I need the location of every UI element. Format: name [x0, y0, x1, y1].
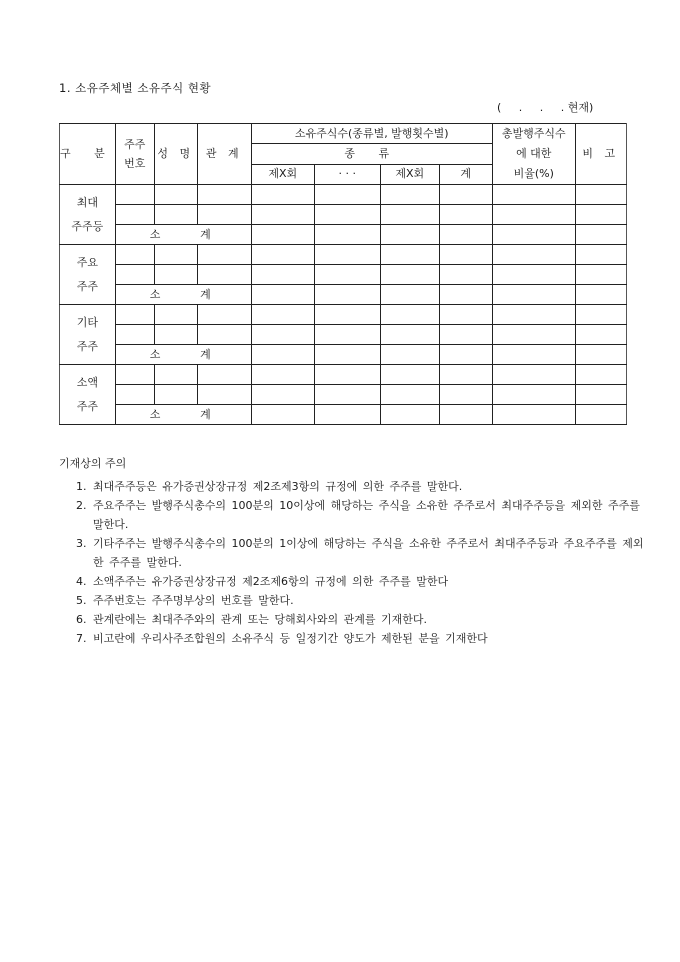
issue-total-cell[interactable] — [439, 245, 492, 265]
issue-ellipsis-cell[interactable] — [314, 265, 380, 285]
ratio-cell[interactable] — [492, 305, 575, 325]
ratio-cell[interactable] — [492, 205, 575, 225]
notes-heading: 기재상의 주의 — [59, 457, 127, 470]
subtotal-row — [60, 405, 627, 425]
issue-ellipsis-cell[interactable] — [314, 385, 380, 405]
notes-section — [59, 455, 648, 648]
subtotal-row — [60, 225, 627, 245]
issue-last-cell[interactable] — [380, 245, 439, 265]
relation-cell[interactable] — [197, 185, 251, 205]
section-title: 1. 소유주체별 소유주식 현황 — [59, 81, 212, 95]
header-relation: 관 계 — [197, 124, 251, 185]
shareholding-table — [59, 123, 627, 425]
issue-first-cell[interactable] — [251, 285, 314, 305]
issue-ellipsis-cell[interactable] — [314, 365, 380, 385]
header-issue-first: 제X회 — [251, 164, 314, 184]
issue-last-cell[interactable] — [380, 345, 439, 365]
shareholder-no-cell[interactable] — [115, 305, 154, 325]
relation-cell[interactable] — [197, 385, 251, 405]
issue-last-cell[interactable] — [380, 285, 439, 305]
name-cell[interactable] — [154, 265, 197, 285]
remarks-cell[interactable] — [575, 305, 626, 325]
note-item — [76, 591, 648, 610]
issue-total-cell[interactable] — [439, 385, 492, 405]
ratio-cell[interactable] — [492, 225, 575, 245]
note-item — [76, 572, 648, 591]
issue-last-cell[interactable] — [380, 225, 439, 245]
table-row — [60, 205, 627, 225]
relation-cell[interactable] — [197, 325, 251, 345]
remarks-cell[interactable] — [575, 385, 626, 405]
shareholder-no-cell[interactable] — [115, 245, 154, 265]
note-number: 5. — [76, 594, 87, 607]
issue-ellipsis-cell[interactable] — [314, 325, 380, 345]
remarks-cell[interactable] — [575, 265, 626, 285]
issue-total-cell[interactable] — [439, 405, 492, 425]
issue-total-cell[interactable] — [439, 365, 492, 385]
header-issue-total: 계 — [439, 164, 492, 184]
issue-ellipsis-cell[interactable] — [314, 185, 380, 205]
shareholder-no-cell[interactable] — [115, 365, 154, 385]
relation-cell[interactable] — [197, 265, 251, 285]
note-item — [76, 534, 648, 572]
issue-total-cell[interactable] — [439, 265, 492, 285]
note-number: 3. — [76, 537, 87, 550]
header-remarks: 비 고 — [575, 124, 626, 185]
issue-total-cell[interactable] — [439, 225, 492, 245]
note-text: 비고란에 우리사주조합원의 소유주식 등 일정기간 양도가 제한된 분을 기재한다 — [93, 632, 488, 645]
group-label: 주요 주주 — [60, 245, 116, 305]
issue-total-cell[interactable] — [439, 285, 492, 305]
name-cell[interactable] — [154, 305, 197, 325]
issue-last-cell[interactable] — [380, 185, 439, 205]
header-name: 성 명 — [154, 124, 197, 185]
name-cell[interactable] — [154, 365, 197, 385]
issue-first-cell[interactable] — [251, 405, 314, 425]
notes-list — [59, 477, 648, 648]
table-row — [60, 185, 627, 205]
note-text: 기타주주는 발행주식총수의 100분의 1이상에 해당하는 주식을 소유한 주주로서 최대주주등과 주요주주를 제외한 주주를 말한다. — [93, 537, 644, 569]
header-shares-group: 소유주식수(종류별, 발행횟수별) — [251, 124, 492, 144]
ratio-cell[interactable] — [492, 265, 575, 285]
ratio-cell[interactable] — [492, 285, 575, 305]
issue-last-cell[interactable] — [380, 405, 439, 425]
ratio-cell[interactable] — [492, 365, 575, 385]
table-row — [60, 365, 627, 385]
note-item — [76, 629, 648, 648]
table-row — [60, 245, 627, 265]
header-category: 구 분 — [60, 124, 116, 185]
ratio-cell[interactable] — [492, 245, 575, 265]
issue-last-cell[interactable] — [380, 265, 439, 285]
note-number: 1. — [76, 480, 87, 493]
header-issue-ellipsis: · · · — [314, 164, 380, 184]
note-text: 최대주주등은 유가증권상장규정 제2조제3항의 규정에 의한 주주를 말한다. — [93, 480, 463, 493]
subtotal-row — [60, 285, 627, 305]
table-row — [60, 385, 627, 405]
group-label: 소액 주주 — [60, 365, 116, 425]
issue-first-cell[interactable] — [251, 205, 314, 225]
remarks-cell[interactable] — [575, 185, 626, 205]
note-item — [76, 477, 648, 496]
note-text: 소액주주는 유가증권상장규정 제2조제6항의 규정에 의한 주주를 말한다 — [93, 575, 449, 588]
note-item — [76, 496, 648, 534]
name-cell[interactable] — [154, 205, 197, 225]
issue-ellipsis-cell[interactable] — [314, 285, 380, 305]
issue-first-cell[interactable] — [251, 325, 314, 345]
issue-first-cell[interactable] — [251, 345, 314, 365]
name-cell[interactable] — [154, 385, 197, 405]
issue-total-cell[interactable] — [439, 305, 492, 325]
remarks-cell[interactable] — [575, 325, 626, 345]
issue-ellipsis-cell[interactable] — [314, 245, 380, 265]
shareholder-no-cell[interactable] — [115, 265, 154, 285]
issue-last-cell[interactable] — [380, 305, 439, 325]
relation-cell[interactable] — [197, 245, 251, 265]
header-issue-last: 제X회 — [380, 164, 439, 184]
shareholder-no-cell[interactable] — [115, 385, 154, 405]
name-cell[interactable] — [154, 185, 197, 205]
issue-ellipsis-cell[interactable] — [314, 345, 380, 365]
issue-first-cell[interactable] — [251, 305, 314, 325]
issue-total-cell[interactable] — [439, 325, 492, 345]
issue-total-cell[interactable] — [439, 185, 492, 205]
subtotal-label: 소 계 — [115, 345, 251, 365]
remarks-cell[interactable] — [575, 365, 626, 385]
issue-first-cell[interactable] — [251, 245, 314, 265]
subtotal-label: 소 계 — [115, 225, 251, 245]
subtotal-label: 소 계 — [115, 405, 251, 425]
issue-first-cell[interactable] — [251, 385, 314, 405]
remarks-cell[interactable] — [575, 285, 626, 305]
issue-last-cell[interactable] — [380, 385, 439, 405]
issue-first-cell[interactable] — [251, 265, 314, 285]
ratio-cell[interactable] — [492, 185, 575, 205]
ratio-cell[interactable] — [492, 405, 575, 425]
remarks-cell[interactable] — [575, 245, 626, 265]
note-text: 관계란에는 최대주주와의 관계 또는 당해회사와의 관계를 기재한다. — [93, 613, 428, 626]
as-of-date: ( . . . 현재) — [497, 101, 594, 114]
issue-last-cell[interactable] — [380, 205, 439, 225]
header-ratio: 총발행주식수 에 대한 비율(%) — [492, 124, 575, 185]
note-text: 주주번호는 주주명부상의 번호를 말한다. — [93, 594, 294, 607]
remarks-cell[interactable] — [575, 345, 626, 365]
note-item — [76, 610, 648, 629]
issue-first-cell[interactable] — [251, 365, 314, 385]
header-row-1 — [60, 124, 627, 144]
name-cell[interactable] — [154, 325, 197, 345]
issue-ellipsis-cell[interactable] — [314, 405, 380, 425]
issue-ellipsis-cell[interactable] — [314, 225, 380, 245]
issue-first-cell[interactable] — [251, 185, 314, 205]
relation-cell[interactable] — [197, 205, 251, 225]
ratio-cell[interactable] — [492, 325, 575, 345]
header-kind: 종 류 — [251, 144, 492, 164]
relation-cell[interactable] — [197, 305, 251, 325]
issue-ellipsis-cell[interactable] — [314, 305, 380, 325]
remarks-cell[interactable] — [575, 405, 626, 425]
relation-cell[interactable] — [197, 365, 251, 385]
note-number: 2. — [76, 499, 87, 512]
group-label: 기타 주주 — [60, 305, 116, 365]
group-label: 최대 주주등 — [60, 185, 116, 245]
issue-last-cell[interactable] — [380, 325, 439, 345]
remarks-cell[interactable] — [575, 205, 626, 225]
note-number: 7. — [76, 632, 87, 645]
ratio-cell[interactable] — [492, 385, 575, 405]
remarks-cell[interactable] — [575, 225, 626, 245]
subtotal-row — [60, 345, 627, 365]
table-row — [60, 265, 627, 285]
shareholder-no-cell[interactable] — [115, 205, 154, 225]
issue-total-cell[interactable] — [439, 345, 492, 365]
subtotal-label: 소 계 — [115, 285, 251, 305]
issue-ellipsis-cell[interactable] — [314, 205, 380, 225]
header-shareholder-no: 주주 번호 — [115, 124, 154, 185]
ratio-cell[interactable] — [492, 345, 575, 365]
note-text: 주요주주는 발행주식총수의 100분의 10이상에 해당하는 주식을 소유한 주주로서 최대주주등을 제외한 주주를 말한다. — [93, 499, 640, 531]
note-number: 6. — [76, 613, 87, 626]
shareholder-no-cell[interactable] — [115, 185, 154, 205]
name-cell[interactable] — [154, 245, 197, 265]
note-number: 4. — [76, 575, 87, 588]
issue-total-cell[interactable] — [439, 205, 492, 225]
shareholder-no-cell[interactable] — [115, 325, 154, 345]
table-row — [60, 305, 627, 325]
issue-first-cell[interactable] — [251, 225, 314, 245]
issue-last-cell[interactable] — [380, 365, 439, 385]
table-row — [60, 325, 627, 345]
